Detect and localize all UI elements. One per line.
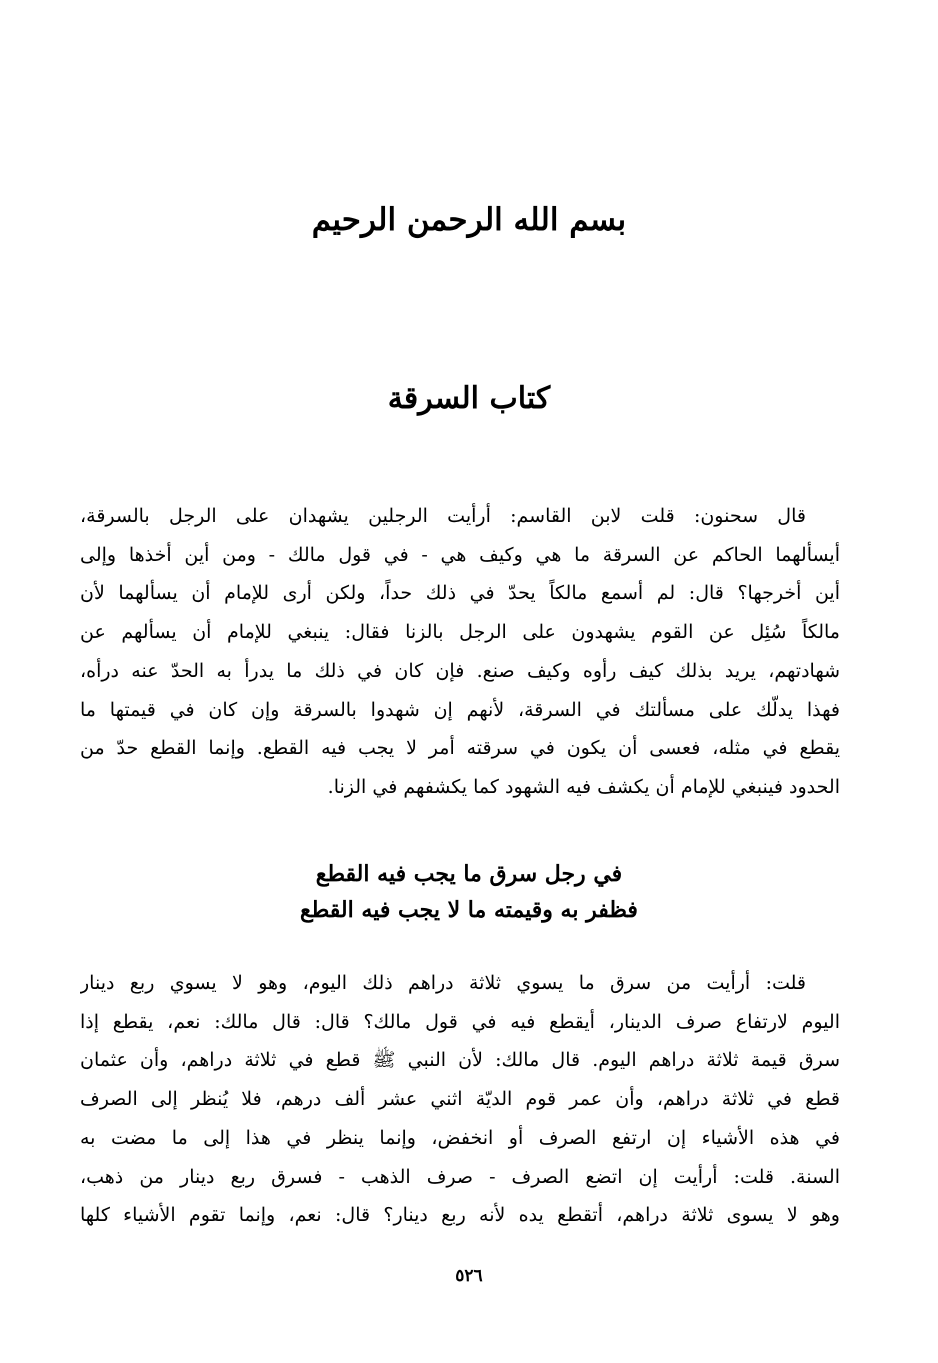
- text-line: وهو لا يسوى ثلاثة دراهم، أتقطع يده لأنه ربع دينار؟ قال: نعم، وإنما تقوم الأشياء كلها: [80, 1204, 840, 1227]
- book-title: كتاب السرقة: [387, 381, 551, 416]
- basmala-heading: بسم الله الرحمن الرحيم: [311, 202, 627, 238]
- text-line: قلت: أرأيت من سرق ما يسوي ثلاثة دراهم ذلك اليوم، وهو لا يسوي ربع دينار: [80, 972, 806, 994]
- paragraph-section: [80, 964, 840, 1235]
- page-number: ٥٢٦: [455, 1266, 483, 1286]
- text-line: السنة. قلت: أرأيت إن اتضع الصرف - صرف الذهب - فسرق ربع دينار من ذهب،: [80, 1165, 840, 1188]
- section-heading-line-1: في رجل سرق ما يجب فيه القطع: [315, 861, 623, 887]
- text-line: شهادتهم، يريد بذلك كيف رأوه وكيف صنع. فإن كان في ذلك ما يدرأ به الحدّ عنه درأه،: [80, 659, 840, 682]
- text-line: اليوم لارتفاع صرف الدينار، أيقطع فيه في قول مالك؟ قال: قال مالك: نعم، يقطع إذا: [80, 1010, 840, 1033]
- text-line: قال سحنون: قلت لابن القاسم: أرأيت الرجلين يشهدان على الرجل بالسرقة،: [80, 505, 806, 527]
- text-line: الحدود فينبغي للإمام أن يكشف فيه الشهود كما يكشفهم في الزنا.: [327, 775, 840, 798]
- text-line: قطع في ثلاثة دراهم، وأن عمر قوم الديّة اثني عشر ألف درهم، فلا يُنظر إلى الصرف: [80, 1088, 840, 1111]
- text-line: أيسألهما الحاكم عن السرقة ما هي وكيف هي - في قول مالك - ومن أين أخذها وإلى: [80, 543, 840, 566]
- text-line: أين أخرجها؟ قال: لم أسمع مالكاً يحدّ في ذلك حداً، ولكن أرى للإمام أن يسألهما لأن: [80, 582, 840, 605]
- text-line: يقطع في مثله، فعسى أن يكون في سرقته أمر لا يجب فيه القطع. وإنما القطع حدّ من: [80, 737, 840, 760]
- section-heading-line-2: فظفر به وقيمته ما لا يجب فيه القطع: [300, 897, 638, 923]
- section-heading: [0, 856, 938, 928]
- text-line: فهذا يدلّك على مسألتك في السرقة، لأنهم إن شهدوا بالسرقة وإن كان في قيمتها ما: [80, 698, 840, 721]
- paragraph-intro: [80, 497, 840, 807]
- text-line: مالكاً سُئِل عن القوم يشهدون على الرجل بالزنا فقال: ينبغي للإمام أن يسألهم عن: [80, 621, 840, 644]
- text-line: سرق قيمة ثلاثة دراهم اليوم. قال مالك: لأن النبي ﷺ قطع في ثلاثة دراهم، وأن عثمان: [80, 1049, 840, 1072]
- text-line: في هذه الأشياء إن ارتفع الصرف أو انخفض، وإنما ينظر في هذا إلى ما مضت به: [80, 1126, 840, 1149]
